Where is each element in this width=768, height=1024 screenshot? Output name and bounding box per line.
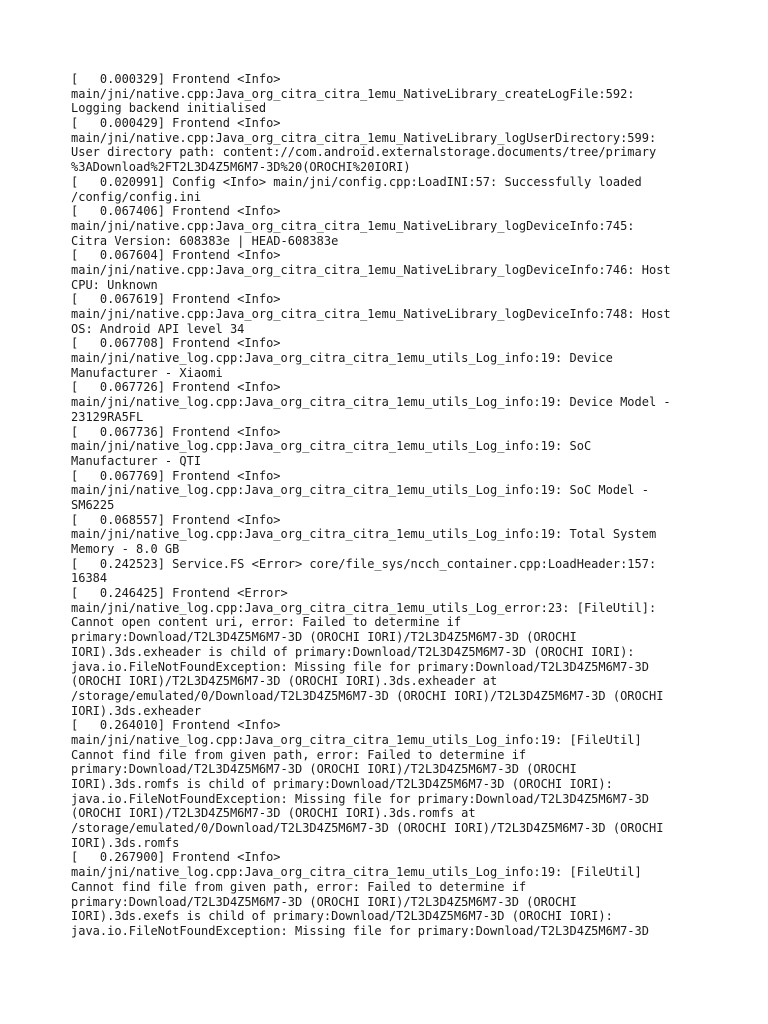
log-line: primary:Download/T2L3D4Z5M6M7-3D (OROCHI IORI)/T2L3D4Z5M6M7-3D (OROCHI <box>71 630 577 645</box>
log-line: [ 0.068557] Frontend <Info> <box>71 512 281 527</box>
log-line: (OROCHI IORI)/T2L3D4Z5M6M7-3D (OROCHI IORI).3ds.romfs at <box>71 806 476 821</box>
log-line: main/jni/native_log.cpp:Java_org_citra_citra_1emu_utils_Log_info:19: Device Model - <box>71 395 671 410</box>
log-line: [ 0.067769] Frontend <Info> <box>71 468 281 483</box>
log-line: OS: Android API level 34 <box>71 321 245 336</box>
log-line: [ 0.000429] Frontend <Info> <box>71 116 281 131</box>
log-line: Manufacturer - Xiaomi <box>71 365 223 380</box>
log-line: Logging backend initialised <box>71 101 267 116</box>
log-line: [ 0.067604] Frontend <Info> <box>71 248 281 263</box>
log-line: main/jni/native_log.cpp:Java_org_citra_citra_1emu_utils_Log_info:19: [FileUtil] <box>71 732 642 747</box>
log-line: [ 0.242523] Service.FS <Error> core/file_sys/ncch_container.cpp:LoadHeader:157: <box>71 556 657 571</box>
log-line: main/jni/native_log.cpp:Java_org_citra_citra_1emu_utils_Log_info:19: Device <box>71 351 613 366</box>
log-line: main/jni/native_log.cpp:Java_org_citra_citra_1emu_utils_Log_info:19: SoC <box>71 439 592 454</box>
log-line: IORI).3ds.romfs is child of primary:Download/T2L3D4Z5M6M7-3D (OROCHI IORI): <box>71 777 613 791</box>
log-line: [ 0.267900] Frontend <Info> <box>71 850 281 865</box>
log-line: main/jni/native_log.cpp:Java_org_citra_citra_1emu_utils_Log_error:23: [FileUtil]: <box>71 600 657 615</box>
log-line: main/jni/native.cpp:Java_org_citra_citra_1emu_NativeLibrary_logDeviceInfo:745: <box>71 218 635 233</box>
log-line: 23129RA5FL <box>71 409 144 424</box>
log-line: CPU: Unknown <box>71 277 158 292</box>
log-line: [ 0.067619] Frontend <Info> <box>71 292 281 307</box>
log-line: java.io.FileNotFoundException: Missing file for primary:Download/T2L3D4Z5M6M7-3D <box>71 923 649 938</box>
log-line: java.io.FileNotFoundException: Missing file for primary:Download/T2L3D4Z5M6M7-3D <box>71 791 649 806</box>
log-line: main/jni/native.cpp:Java_org_citra_citra_1emu_NativeLibrary_logDeviceInfo:748: Host <box>71 307 671 321</box>
log-line: IORI).3ds.exefs is child of primary:Download/T2L3D4Z5M6M7-3D (OROCHI IORI): <box>71 909 613 924</box>
log-line: (OROCHI IORI)/T2L3D4Z5M6M7-3D (OROCHI IORI).3ds.exheader at <box>71 674 498 689</box>
log-document <box>71 72 711 939</box>
log-line: 16384 <box>71 571 108 586</box>
log-line: [ 0.067406] Frontend <Info> <box>71 204 281 219</box>
log-line: Cannot open content uri, error: Failed to determine if <box>71 615 462 630</box>
log-line: main/jni/native.cpp:Java_org_citra_citra_1emu_NativeLibrary_logUserDirectory:599: <box>71 130 657 145</box>
log-line: Citra Version: 608383e | HEAD-608383e <box>71 233 339 248</box>
log-line: main/jni/native.cpp:Java_org_citra_citra_1emu_NativeLibrary_createLogFile:592: <box>71 86 635 101</box>
log-line: SM6225 <box>71 497 115 512</box>
log-line: IORI).3ds.exheader is child of primary:Download/T2L3D4Z5M6M7-3D (OROCHI IORI): <box>71 644 635 659</box>
log-line: [ 0.020991] Config <Info> main/jni/config.cpp:LoadINI:57: Successfully loaded <box>71 174 642 189</box>
log-line: Cannot find file from given path, error: Failed to determine if <box>71 747 527 762</box>
log-line: [ 0.067736] Frontend <Info> <box>71 424 281 439</box>
log-line: primary:Download/T2L3D4Z5M6M7-3D (OROCHI IORI)/T2L3D4Z5M6M7-3D (OROCHI <box>71 894 577 909</box>
log-line: Memory - 8.0 GB <box>71 542 180 556</box>
log-line: [ 0.067708] Frontend <Info> <box>71 336 281 351</box>
log-line: IORI).3ds.exheader <box>71 703 202 718</box>
log-line: main/jni/native_log.cpp:Java_org_citra_citra_1emu_utils_Log_info:19: SoC Model - <box>71 483 649 498</box>
log-line: [ 0.067726] Frontend <Info> <box>71 380 281 395</box>
log-line: main/jni/native_log.cpp:Java_org_citra_citra_1emu_utils_Log_info:19: [FileUtil] <box>71 865 642 880</box>
log-line: [ 0.000329] Frontend <Info> <box>71 72 281 86</box>
log-line: primary:Download/T2L3D4Z5M6M7-3D (OROCHI IORI)/T2L3D4Z5M6M7-3D (OROCHI <box>71 762 577 777</box>
log-line: main/jni/native.cpp:Java_org_citra_citra_1emu_NativeLibrary_logDeviceInfo:746: Host <box>71 262 671 277</box>
log-line: [ 0.246425] Frontend <Error> <box>71 586 288 601</box>
log-line: /storage/emulated/0/Download/T2L3D4Z5M6M7-3D (OROCHI IORI)/T2L3D4Z5M6M7-3D (OROCHI <box>71 688 664 703</box>
log-line: [ 0.264010] Frontend <Info> <box>71 718 281 733</box>
log-line: /storage/emulated/0/Download/T2L3D4Z5M6M7-3D (OROCHI IORI)/T2L3D4Z5M6M7-3D (OROCHI <box>71 821 664 836</box>
log-line: Cannot find file from given path, error: Failed to determine if <box>71 879 527 894</box>
log-line: User directory path: content://com.android.externalstorage.documents/tree/primary <box>71 145 657 160</box>
log-line: IORI).3ds.romfs <box>71 835 180 850</box>
log-line: java.io.FileNotFoundException: Missing file for primary:Download/T2L3D4Z5M6M7-3D <box>71 659 649 674</box>
log-line: /config/config.ini <box>71 189 202 204</box>
log-line: Manufacturer - QTI <box>71 453 202 468</box>
log-text-block <box>71 72 711 939</box>
log-line: %3ADownload%2FT2L3D4Z5M6M7-3D%20(OROCHI%20IORI) <box>71 160 411 175</box>
log-line: main/jni/native_log.cpp:Java_org_citra_citra_1emu_utils_Log_info:19: Total System <box>71 527 657 542</box>
